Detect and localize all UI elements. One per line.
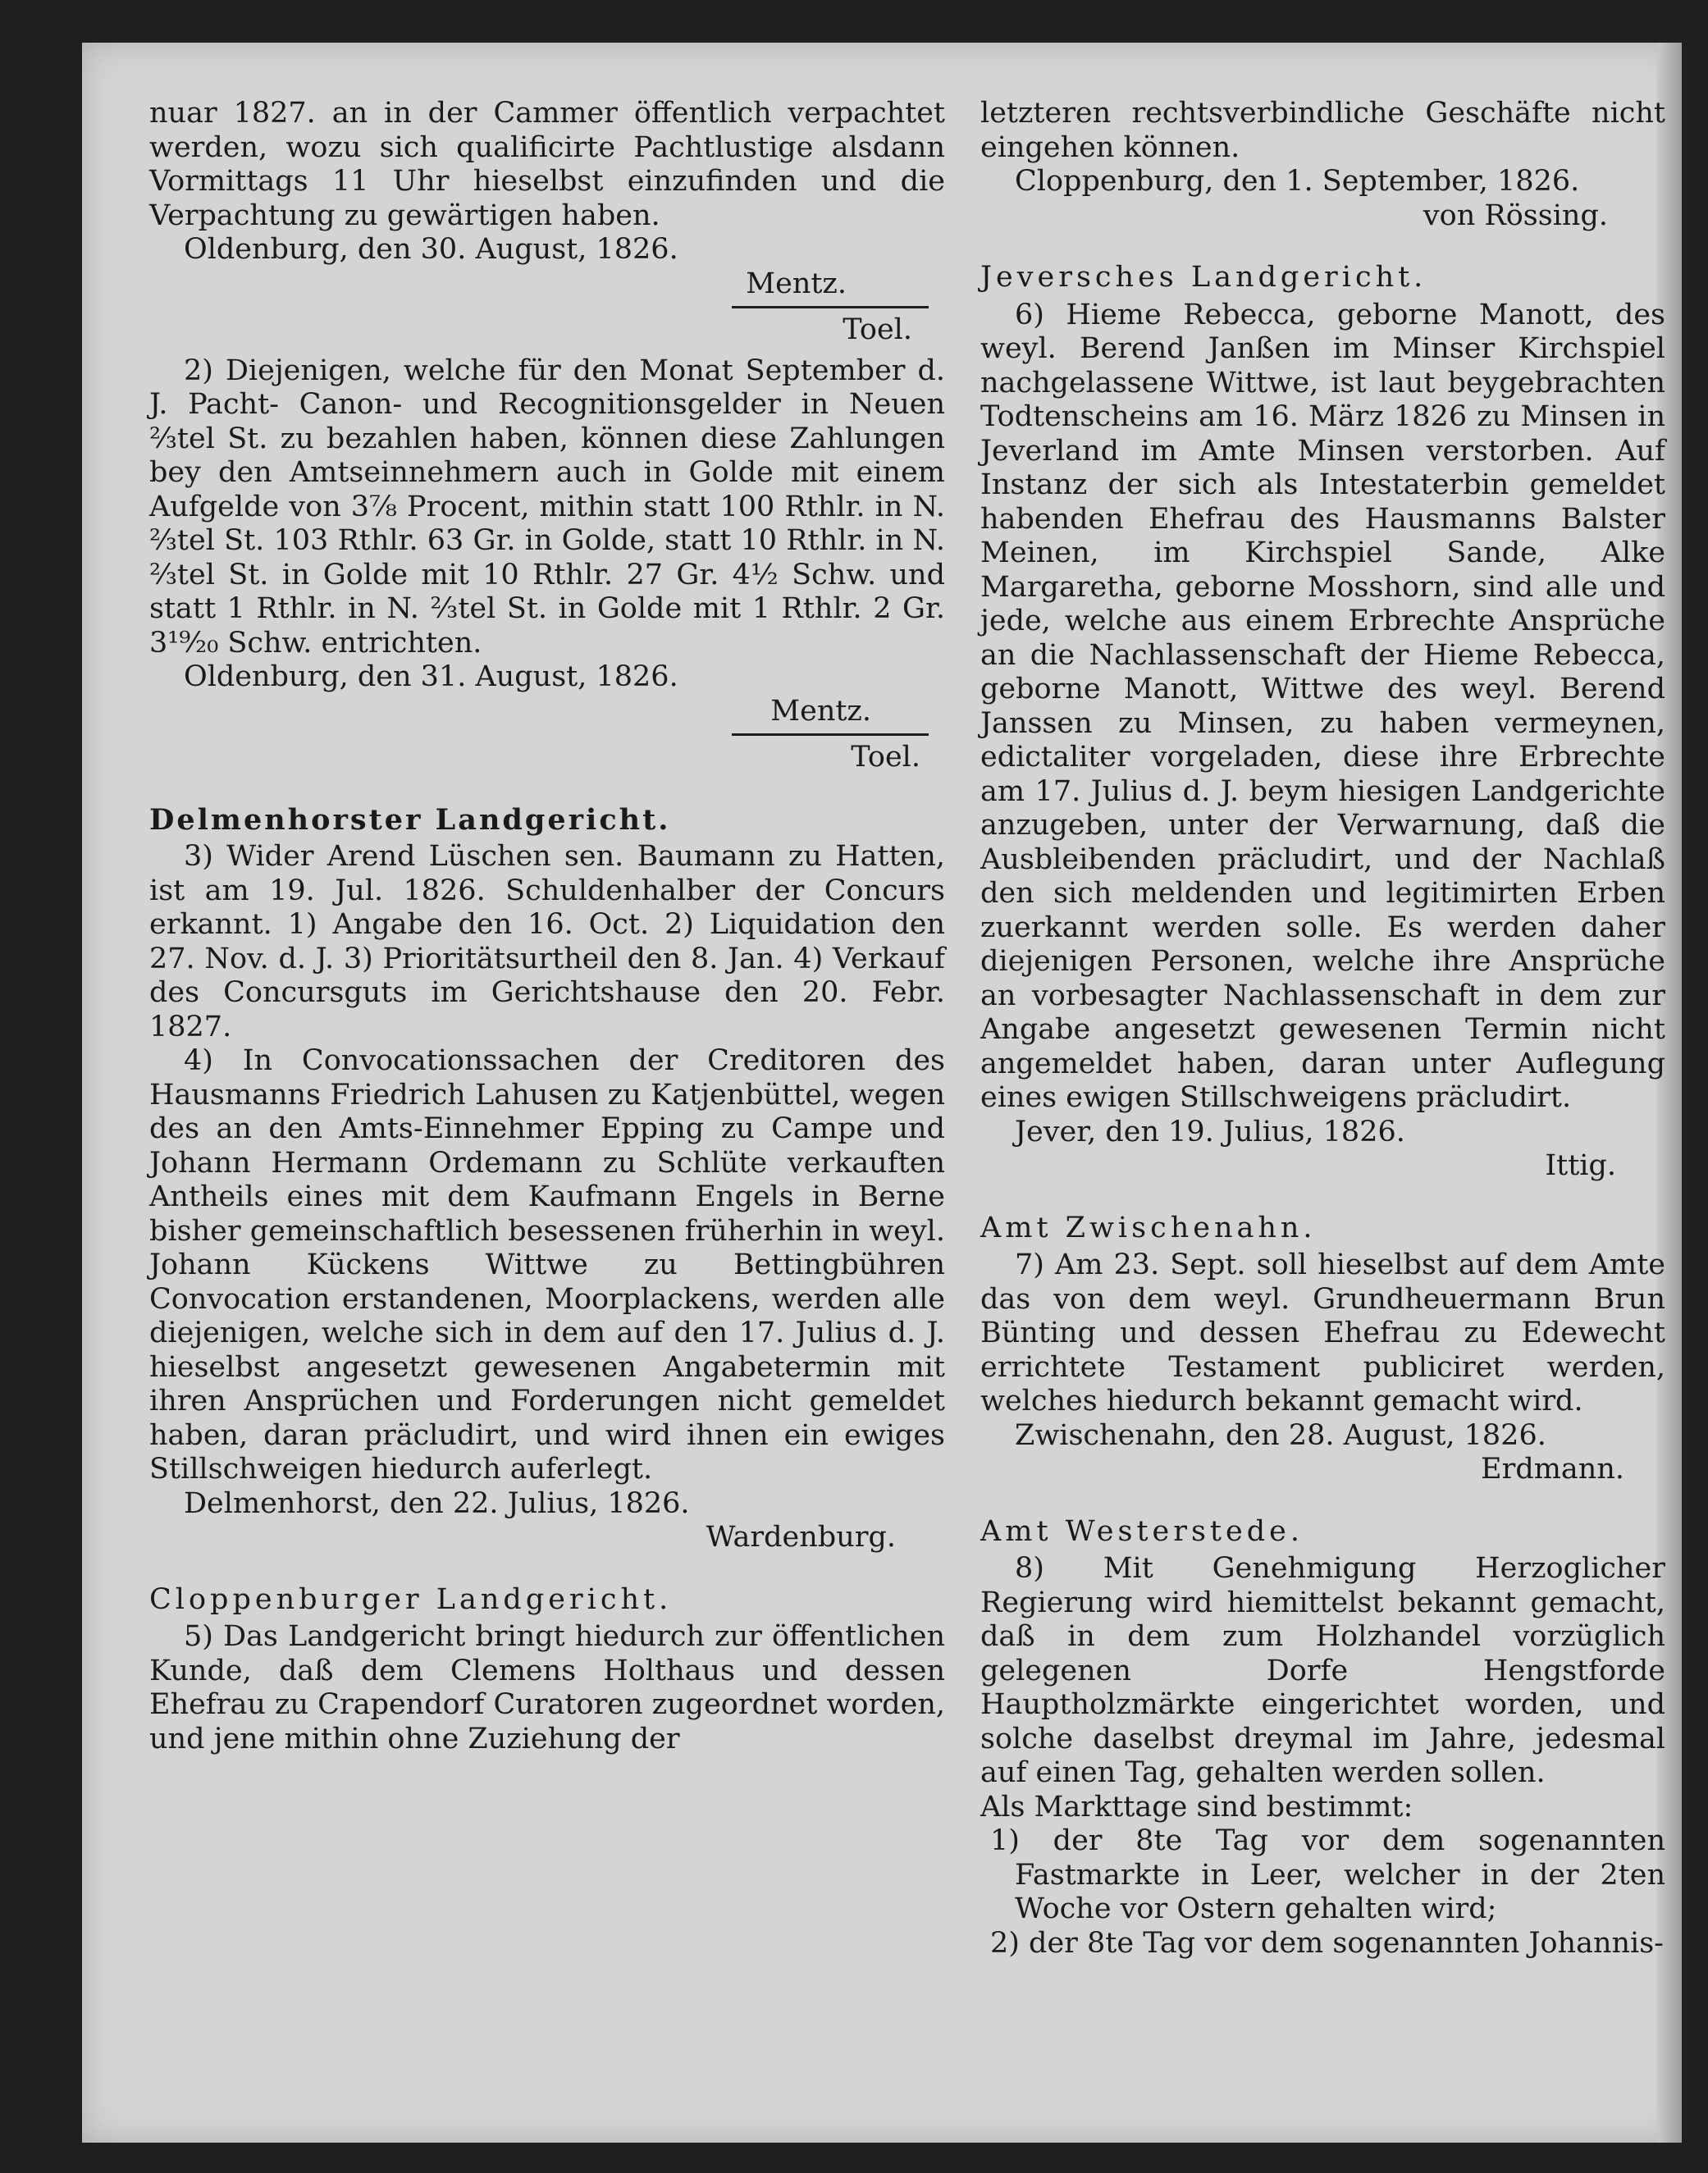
notice-7-text: 7) Am 23. Sept. soll hieselbst auf dem Amte das von dem weyl. Grundheuermann Brun Bünting und dessen Ehefrau zu Edewecht errichtete Testament publiciret werden, welches hiedurch bekannt gemacht wird. — [980, 1249, 1665, 1417]
notice-2-date: Oldenburg, den 31. August, 1826. — [184, 660, 678, 693]
notice-2-text: 2) Diejenigen, welche für den Monat September d. J. Pacht- Canon- und Recognitionsgelder in Neuen ⅔tel St. zu bezahlen haben, können diese Zahlungen bey den Amtseinnehmern auch in Golde mit einem Aufgelde von 3⅞ Procent, mithin statt 100 Rthlr. in N. ⅔tel St. 103 Rthlr. 63 Gr. in Golde, statt 10 Rthlr. in N. ⅔tel St. in Golde mit 10 Rthlr. 27 Gr. 4½ Schw. und statt 1 Rthlr. in N. ⅔tel St. in Golde mit 1 Rthlr. 2 Gr. 3¹⁹⁄₂₀ Schw. entrichten. — [149, 354, 945, 660]
heading-zwischenahn: Amt Zwischenahn. — [980, 1211, 1317, 1244]
notice-6-text: 6) Hieme Rebecca, geborne Manott, des weyl. Berend Janßen im Minser Kirchspiel nachgelassene Wittwe, ist laut beygebrachten Todtenscheins am 16. März 1826 zu Minsen in Jeverland im Amte Minsen verstorben. Auf Instanz der sich als Intestaterbin gemeldet habenden Ehefrau des Hausmanns Balster Meinen, im Kirchspiel Sande, Alke Margaretha, geborne Mosshorn, sind alle und jede, welche aus einem Erbrechte Ansprüche an die Nachlassenschaft der Hieme Rebecca, geborne Manott, Wittwe des weyl. Berend Janssen zu Minsen, zu haben vermeynen, edictaliter vorgeladen, diese ihre Erbrechte am 17. Julius d. J. beym hiesigen Landgerichte anzugeben, unter der Verwarnung, daß die Ausbleibenden präcludirt, und der Nachlaß den sich meldenden und legitimirten Erben zuerkannt werden solle. Es werden daher diejenigen Personen, welche ihre Ansprüche an vorbesagter Nachlassenschaft in dem zur Angabe angesetzt gewesenen Termin nicht angemeldet haben, daran unter Auflegung eines ewigen Stillschweigens präcludirt. — [980, 298, 1665, 1114]
signature-rule — [732, 306, 929, 308]
notice-1-signature-toel: Toel. — [843, 313, 912, 346]
notice-3-text: 3) Wider Arend Lüschen sen. Baumann zu Hatten, ist am 19. Jul. 1826. Schuldenhalber der Concurs erkannt. 1) Angabe den 16. Oct. 2) Liquidation den 27. Nov. d. J. 3) Prioritätsurtheil den 8. Jan. 4) Verkauf des Concursguts im Gerichtshause den 20. Febr. 1827. — [149, 840, 945, 1043]
left-column — [149, 97, 945, 1756]
market-day-1: 1) der 8te Tag vor dem sogenannten Fastmarkte in Leer, welcher in der 2ten Woche vor Ostern gehalten wird; — [990, 1824, 1665, 1925]
notice-2-signature-toel: Toel. — [851, 741, 920, 774]
heading-cloppenburg: Cloppenburger Landgericht. — [149, 1582, 673, 1616]
notice-5-date: Cloppenburg, den 1. September, 1826. — [1015, 165, 1580, 198]
notice-1-date: Oldenburg, den 30. August, 1826. — [184, 233, 678, 266]
market-days-label: Als Markttage sind bestimmt: — [980, 1790, 1413, 1824]
notice-4-text: 4) In Convocationssachen der Creditoren des Hausmanns Friedrich Lahusen zu Katjenbüttel, wegen des an den Amts-Einnehmer Epping zu Campe und Johann Hermann Ordemann zu Schlüte verkauften Antheils eines mit dem Kaufmann Engels in Berne bisher gemeinschaftlich besessenen früherhin in weyl. Johann Kückens Wittwe zu Bettingbühren Convocation erstandenen, Moorplackens, werden alle diejenigen, welche sich in dem auf den 17. Julius d. J. hieselbst angesetzt gewesenen Angabetermin mit ihren Ansprüchen und Forderungen nicht gemeldet haben, daran präcludirt, und wird ihnen ein ewiges Stillschweigen hiedurch auferlegt. — [149, 1044, 945, 1486]
notice-2-signature-mentz: Mentz. — [770, 694, 871, 728]
notice-6-date: Jever, den 19. Julius, 1826. — [1015, 1115, 1405, 1148]
notice-4-signature: Wardenburg. — [706, 1521, 896, 1554]
right-column — [980, 97, 1665, 1961]
notice-1-text: nuar 1827. an in der Cammer öffentlich verpachtet werden, wozu sich qualificirte Pachtlustige alsdann Vormittags 11 Uhr hieselbst einzufinden und die Verpachtung zu gewärtigen haben. — [149, 97, 945, 232]
notice-8-text: 8) Mit Genehmigung Herzoglicher Regierung wird hiemittelst bekannt gemacht, daß in dem zum Holzhandel vorzüglich gelegenen Dorfe Hengstforde Hauptholzmärkte eingerichtet worden, und solche daselbst dreymal im Jahre, jedesmal auf einen Tag, gehalten werden sollen. — [980, 1552, 1665, 1789]
notice-5-signature: von Rössing. — [1423, 199, 1608, 232]
notice-7-signature: Erdmann. — [1481, 1453, 1624, 1486]
heading-westerstede: Amt Westerstede. — [980, 1514, 1304, 1548]
notice-6-signature: Ittig. — [1545, 1149, 1616, 1182]
notice-5-text: 5) Das Landgericht bringt hiedurch zur öffentlichen Kunde, daß dem Clemens Holthaus und dessen Ehefrau zu Crapendorf Curatoren zugeordnet worden, und jene mithin ohne Zuziehung der — [149, 1620, 945, 1755]
notice-7-date: Zwischenahn, den 28. August, 1826. — [1015, 1418, 1546, 1452]
market-day-2: 2) der 8te Tag vor dem sogenannten Johannis- — [990, 1926, 1665, 1960]
notice-4-date: Delmenhorst, den 22. Julius, 1826. — [184, 1486, 690, 1520]
heading-delmenhorst: Delmenhorster Landgericht. — [149, 802, 671, 837]
notice-5-continuation: letzteren rechtsverbindliche Geschäfte nicht eingehen können. — [980, 97, 1665, 164]
signature-rule — [732, 733, 929, 736]
heading-jever: Jeversches Landgericht. — [980, 261, 1427, 294]
notice-1-signature-mentz: Mentz. — [746, 267, 847, 300]
